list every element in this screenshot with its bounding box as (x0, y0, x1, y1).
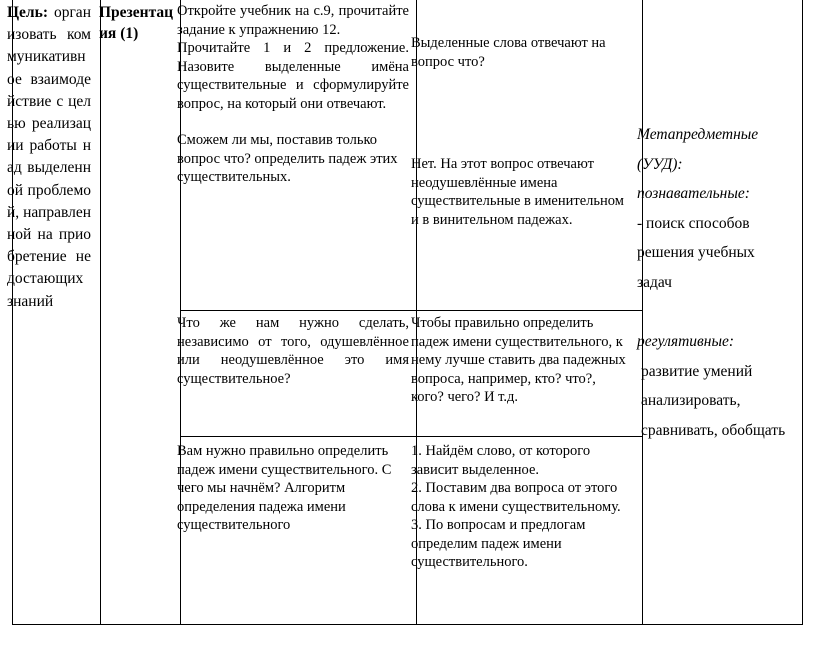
regulatory-text: развитие умений анализировать, сравнивать, обобщать (641, 362, 786, 439)
regulatory-label: регулятивные: (637, 333, 735, 350)
goal-label: Цель: (7, 4, 48, 21)
student-cell-row3 (411, 442, 629, 572)
presentation-cell (99, 2, 177, 44)
teacher-cell-row1 (177, 2, 409, 187)
teacher-row3-text: Вам нужно правильно определить падеж имени существительного. С чего мы начнём? Алгоритм определения падежа имени существительного (177, 443, 392, 533)
student-row3-step2: 2. Поставим два вопроса от этого слова к имени существительному. (411, 480, 621, 515)
student-row1-p1: Выделенные слова отвечают на вопрос что? (411, 35, 606, 70)
teacher-row1-p3: Сможем ли мы, поставив только вопрос что? определить падеж этих существительных. (177, 132, 398, 185)
student-cell-row2 (411, 314, 629, 407)
teacher-row1-p2: Прочитайте 1 и 2 предложение. Назовите выделенные имёна существительные и сформулируйте вопрос, на который они отвечают. (177, 40, 409, 112)
student-row1-p2: Нет. На этот вопрос отвечают неодушевлённые имена существительные в именительном и в винительном падежах. (411, 156, 624, 228)
cognitive-label: познавательные: (637, 185, 750, 202)
competencies-cell (637, 120, 787, 445)
cognitive-text: - поиск способов решения учебных задач (637, 214, 755, 291)
goal-text: организовать коммуникативное взаимодействие с целью реализации работы над выделенной проблемой, направленной на приобретение недостающих знаний (7, 4, 91, 310)
presentation-text: Презентация (1) (99, 4, 174, 42)
student-row2-text: Чтобы правильно определить падеж имени существительного, к нему лучше ставить два падежных вопроса, например, кто? что?, кого? чего? И т.д. (411, 315, 626, 405)
student-row3-step1: 1. Найдём слово, от которого зависит выделенное. (411, 443, 591, 478)
student-row3-step3: 3. По вопросам и предлогам определим падеж имени существительного. (411, 517, 586, 570)
teacher-cell-row3 (177, 442, 409, 535)
goal-cell (7, 2, 91, 313)
teacher-cell-row2 (177, 314, 409, 388)
column-divider (100, 0, 101, 624)
student-cell-row1 (411, 34, 629, 229)
competencies-heading: Метапредметные (УУД): (637, 126, 759, 173)
row-divider (180, 310, 642, 311)
teacher-row2-text: Что же нам нужно сделать, независимо от того, одушевлённое или неодушевлённое это имя существительное? (177, 315, 409, 387)
row-divider (180, 436, 642, 437)
teacher-row1-p1: Откройте учебник на с.9, прочитайте задание к упражнению 12. (177, 3, 409, 38)
